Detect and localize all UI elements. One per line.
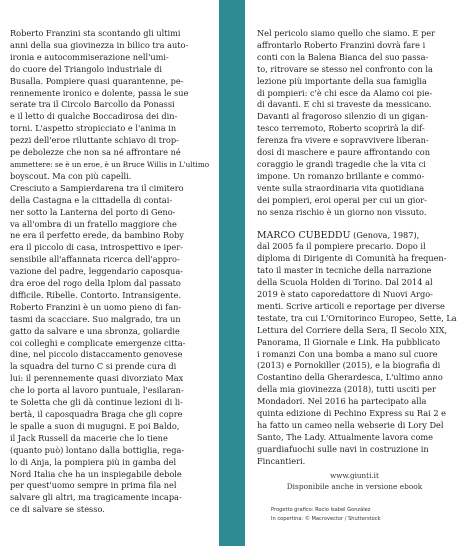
text-line: pezzi dell'eroe riluttante schiavo di trop-	[10, 135, 179, 146]
text-line: ner sotto la Lanterna del porto di Geno-	[10, 206, 176, 217]
text-line: era il piccolo di casa, introspettivo e iper-	[10, 242, 183, 253]
text-line: affrontarlo Roberto Franzini dovrà fare i	[257, 39, 426, 50]
text-line: dra eroe del rogo della Iplom dal passato	[10, 278, 181, 289]
text-line: di pompieri: c'è chi esce da Alamo coi pie-	[257, 87, 433, 98]
synopsis-continued	[257, 28, 457, 219]
text-line: torni. L'aspetto stropicciato e l'anima in	[10, 123, 177, 134]
paragraph-gap	[257, 219, 457, 230]
text-line: per quest'uomo sempre in prima fila nel	[10, 480, 177, 491]
text-line: ce di salvare se stesso.	[10, 504, 105, 515]
text-line: Busalla. Pompiere quasi quarantenne, pe-	[10, 75, 184, 86]
text-line: Nel pericolo siamo quello che siamo. E per	[257, 28, 435, 38]
text-line: il Jack Russell da macerie che lo tiene	[10, 432, 168, 443]
text-line: la squadra del turno C si prende cura di	[10, 361, 177, 372]
text-line: ammettere: se è un eroe, è un Bruce Willis in L'ultimo	[10, 159, 210, 169]
bio-line: dal 2005 fa il pompiere precario. Dopo il	[257, 241, 426, 252]
text-line: to, ritrovare se stesso nel confronto con la	[257, 63, 433, 74]
bio-line: Costantino della Gherardesca, L'ultimo anno	[257, 372, 443, 383]
author-heading	[257, 230, 457, 242]
text-line: Cresciuto a Sampierdarena tra il cimitero	[10, 182, 184, 193]
text-line: Roberto Franzini è un uomo pieno di fan-	[10, 301, 182, 312]
text-line: tasmi da scacciare. Suo malgrado, tra un	[10, 313, 181, 324]
text-line: Nord Italia che ha un inspiegabile debole	[10, 468, 182, 479]
ebook-note: Disponibile anche in versione ebook	[286, 482, 423, 491]
left-flap	[0, 0, 219, 546]
bio-line: menti. Scrive articoli e reportage per diverse	[257, 300, 445, 311]
text-line: coraggio le grandi tragedie che la vita ci	[257, 158, 426, 169]
credits	[271, 506, 381, 523]
text-line: (quanto può) lontano dalla bottiglia, rega-	[10, 444, 185, 455]
text-line: lui: il perennemente quasi divorziato Max	[10, 373, 184, 384]
bio-line: della Scuola Holden di Torino. Dal 2014 al	[257, 277, 433, 288]
text-line: rennemente ironico e dolente, passa le sue	[10, 87, 189, 98]
text-line: sensibile all'affannata ricerca dell'appro-	[10, 254, 180, 265]
bio-line: (2013) e Pornokiller (2015), e la biografia di	[257, 360, 441, 371]
bio-line: tato il master in tecniche della narrazione	[257, 265, 432, 276]
author-name: MARCO CUBEDDU	[257, 229, 351, 241]
bio-line: Fincantieri.	[257, 455, 306, 466]
text-line: ferenza fra vivere e sopravvivere liberan-	[257, 135, 429, 146]
bio-line: Lettura del Corriere della Sera, Il Secolo XIX,	[257, 324, 448, 335]
text-line: di davanti. E chi si traveste da messicano.	[257, 99, 432, 110]
text-line: dosi di maschere e paure affrontando con	[257, 147, 430, 158]
bio-line: quinta edizione di Pechino Express su Rai 2 e	[257, 408, 446, 419]
text-line: dei pompieri, eroi operai per cui un gior-	[257, 194, 427, 205]
right-flap	[245, 0, 464, 546]
text-line: vente sulla straordinaria vita quotidiana	[257, 182, 425, 193]
text-line: difficile. Ribelle. Contorto. Intransigente.	[10, 289, 181, 300]
text-line: Davanti al fragoroso silenzio di un gigan-	[257, 111, 429, 122]
text-line: le spalle a suon di mugugni. E poi Baldo,	[10, 420, 180, 431]
text-line: Roberto Franzini sta scontando gli ultimi	[10, 28, 181, 38]
bio-line: Mondadori. Nel 2016 ha partecipato alla	[257, 396, 427, 407]
text-line: lo di Anja, la pompiera più in gamba del	[10, 456, 177, 467]
text-line: anni della sua giovinezza in bilico tra auto-	[10, 39, 189, 50]
text-line: te Soletta che gli dà continue lezioni di li-	[10, 397, 183, 408]
bio-line: ha fatto un cameo nella webserie di Lory Del	[257, 420, 444, 430]
text-line: vazione del padre, leggendario caposqua-	[10, 266, 183, 277]
credit-design: Progetto grafico: Rocio Isabel González	[271, 507, 371, 513]
text-line: salvare gli altri, ma tragicamente incapa-	[10, 492, 182, 503]
text-line: pe debolezze che non sa né affrontare né	[10, 147, 181, 158]
author-birth: (Genova, 1987),	[350, 229, 420, 240]
text-line: no senza rischio è un giorno non vissuto.	[257, 206, 427, 217]
bio-line: Panorama, Il Giornale e Link. Ha pubblicato	[257, 336, 441, 347]
text-line: lezione più importante della sua famiglia	[257, 75, 427, 86]
text-line: dine, nel piccolo distaccamento genovese	[10, 349, 183, 360]
text-line: coi colleghi e complicate emergenze citta-	[10, 337, 186, 348]
bio-line: guardiafuochi sulle navi in costruzione in	[257, 443, 429, 454]
bio-line: della mia giovinezza (2018), tutti usciti per	[257, 384, 436, 395]
text-line: conti con la Balena Bianca del suo passa-	[257, 51, 429, 62]
text-line: che lo porta al lavoro puntuale, l'esilaran-	[10, 385, 184, 396]
text-line: do cuore del Triangolo industriale di	[10, 63, 162, 74]
bio-line: 2019 è stato caporedattore di Nuovi Argo-	[257, 289, 433, 300]
text-line: va all'ombra di un fratello maggiore che	[10, 218, 177, 229]
text-line: serate tra il Circolo Barcollo da Ponassi	[10, 99, 175, 110]
author-bio	[257, 241, 457, 467]
text-line: impone. Un romanzo brillante e commo-	[257, 170, 425, 181]
bio-line: diploma di Dirigente di Comunità ha frequen-	[257, 253, 447, 264]
text-line: boyscout. Ma con più capelli.	[10, 170, 132, 181]
bio-line: i romanzi Con una bomba a mano sul cuore	[257, 348, 438, 359]
text-line: e il letto di qualche Boccadirosa dei din-	[10, 111, 178, 122]
publisher-website: www.giunti.it	[330, 471, 379, 480]
text-line: tesco terremoto, Roberto scoprirà la dif-	[257, 123, 425, 134]
text-line: ne era il perfetto erede, da bambino Roby	[10, 230, 184, 241]
bio-line: Santo, The Lady. Attualmente lavora come	[257, 431, 433, 442]
credit-cover: In copertina: © Macrovector / Shutterstock	[271, 515, 381, 522]
text-line: bertà, il caposquadra Braga che gli copre	[10, 409, 183, 419]
bio-line: testate, tra cui L'Ornitorinco Europeo, Sette, La	[257, 312, 457, 323]
text-line: gatto da salvare e una sbronza, goliardie	[10, 325, 180, 336]
text-line: ironia e autocommiserazione nell'umi-	[10, 51, 169, 62]
text-line: della Castagna e la cittadella di contai-	[10, 194, 173, 205]
